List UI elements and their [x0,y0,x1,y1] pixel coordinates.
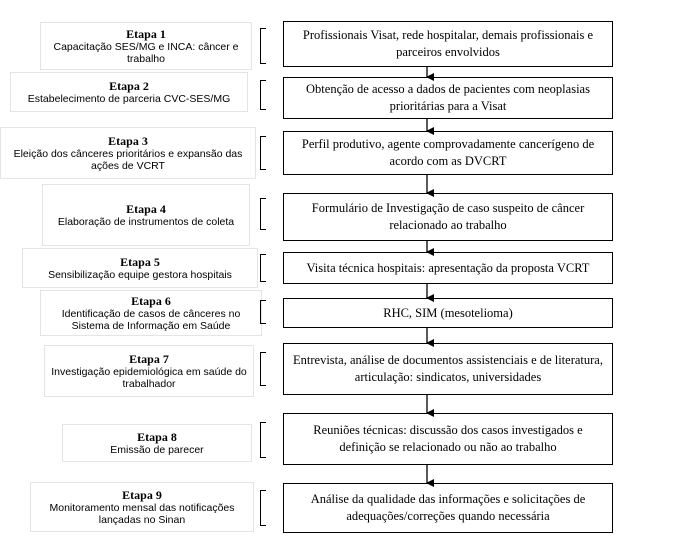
stage-description: Monitoramento mensal das notificações lançadas no Sinan [49,502,235,526]
stage-description: Emissão de parecer [110,444,204,456]
stage-title: Etapa 8 [137,430,177,444]
action-box-4: Formulário de Investigação de caso suspeito de câncer relacionado ao trabalho [283,193,613,241]
action-box-7: Entrevista, análise de documentos assistenciais e de literatura, articulação: sindicatos, universidades [283,343,613,395]
action-box-9: Análise da qualidade das informações e solicitações de adequações/correções quando necessária [283,483,613,533]
action-box-1: Profissionais Visat, rede hospitalar, demais profissionais e parceiros envolvidos [283,21,613,67]
action-box-6: RHC, SIM (mesotelioma) [283,298,613,328]
stage-title: Etapa 5 [120,255,160,269]
stage-description: Sensibilização equipe gestora hospitais [48,269,232,281]
stage-description: Identificação de casos de cânceres no Sistema de Informação em Saúde [61,308,241,332]
stage-title: Etapa 2 [109,79,149,93]
action-box-3: Perfil produtivo, agente comprovadamente cancerígeno de acordo com as DVCRT [283,131,613,175]
stage-title: Etapa 7 [129,352,169,366]
stage-title: Etapa 3 [108,134,148,148]
stage-title: Etapa 9 [122,488,162,502]
stage-title: Etapa 1 [126,27,166,41]
stage-description: Capacitação SES/MG e INCA: câncer e trabalho [53,41,239,65]
action-box-5: Visita técnica hospitais: apresentação da proposta VCRT [283,252,613,284]
stage-description: Eleição dos cânceres prioritários e expansão das ações de VCRT [13,148,243,172]
stage-title: Etapa 6 [131,294,171,308]
stage-description: Estabelecimento de parceria CVC-SES/MG [27,93,231,105]
stage-description: Investigação epidemiológica em saúde do trabalhador [51,366,247,390]
stage-title: Etapa 4 [126,202,166,216]
action-box-8: Reuniões técnicas: discussão dos casos investigados e definição se relacionado ou não ao trabalho [283,413,613,465]
stage-description: Elaboração de instrumentos de coleta [57,216,235,228]
action-box-2: Obtenção de acesso a dados de pacientes com neoplasias prioritárias para a Visat [283,77,613,119]
